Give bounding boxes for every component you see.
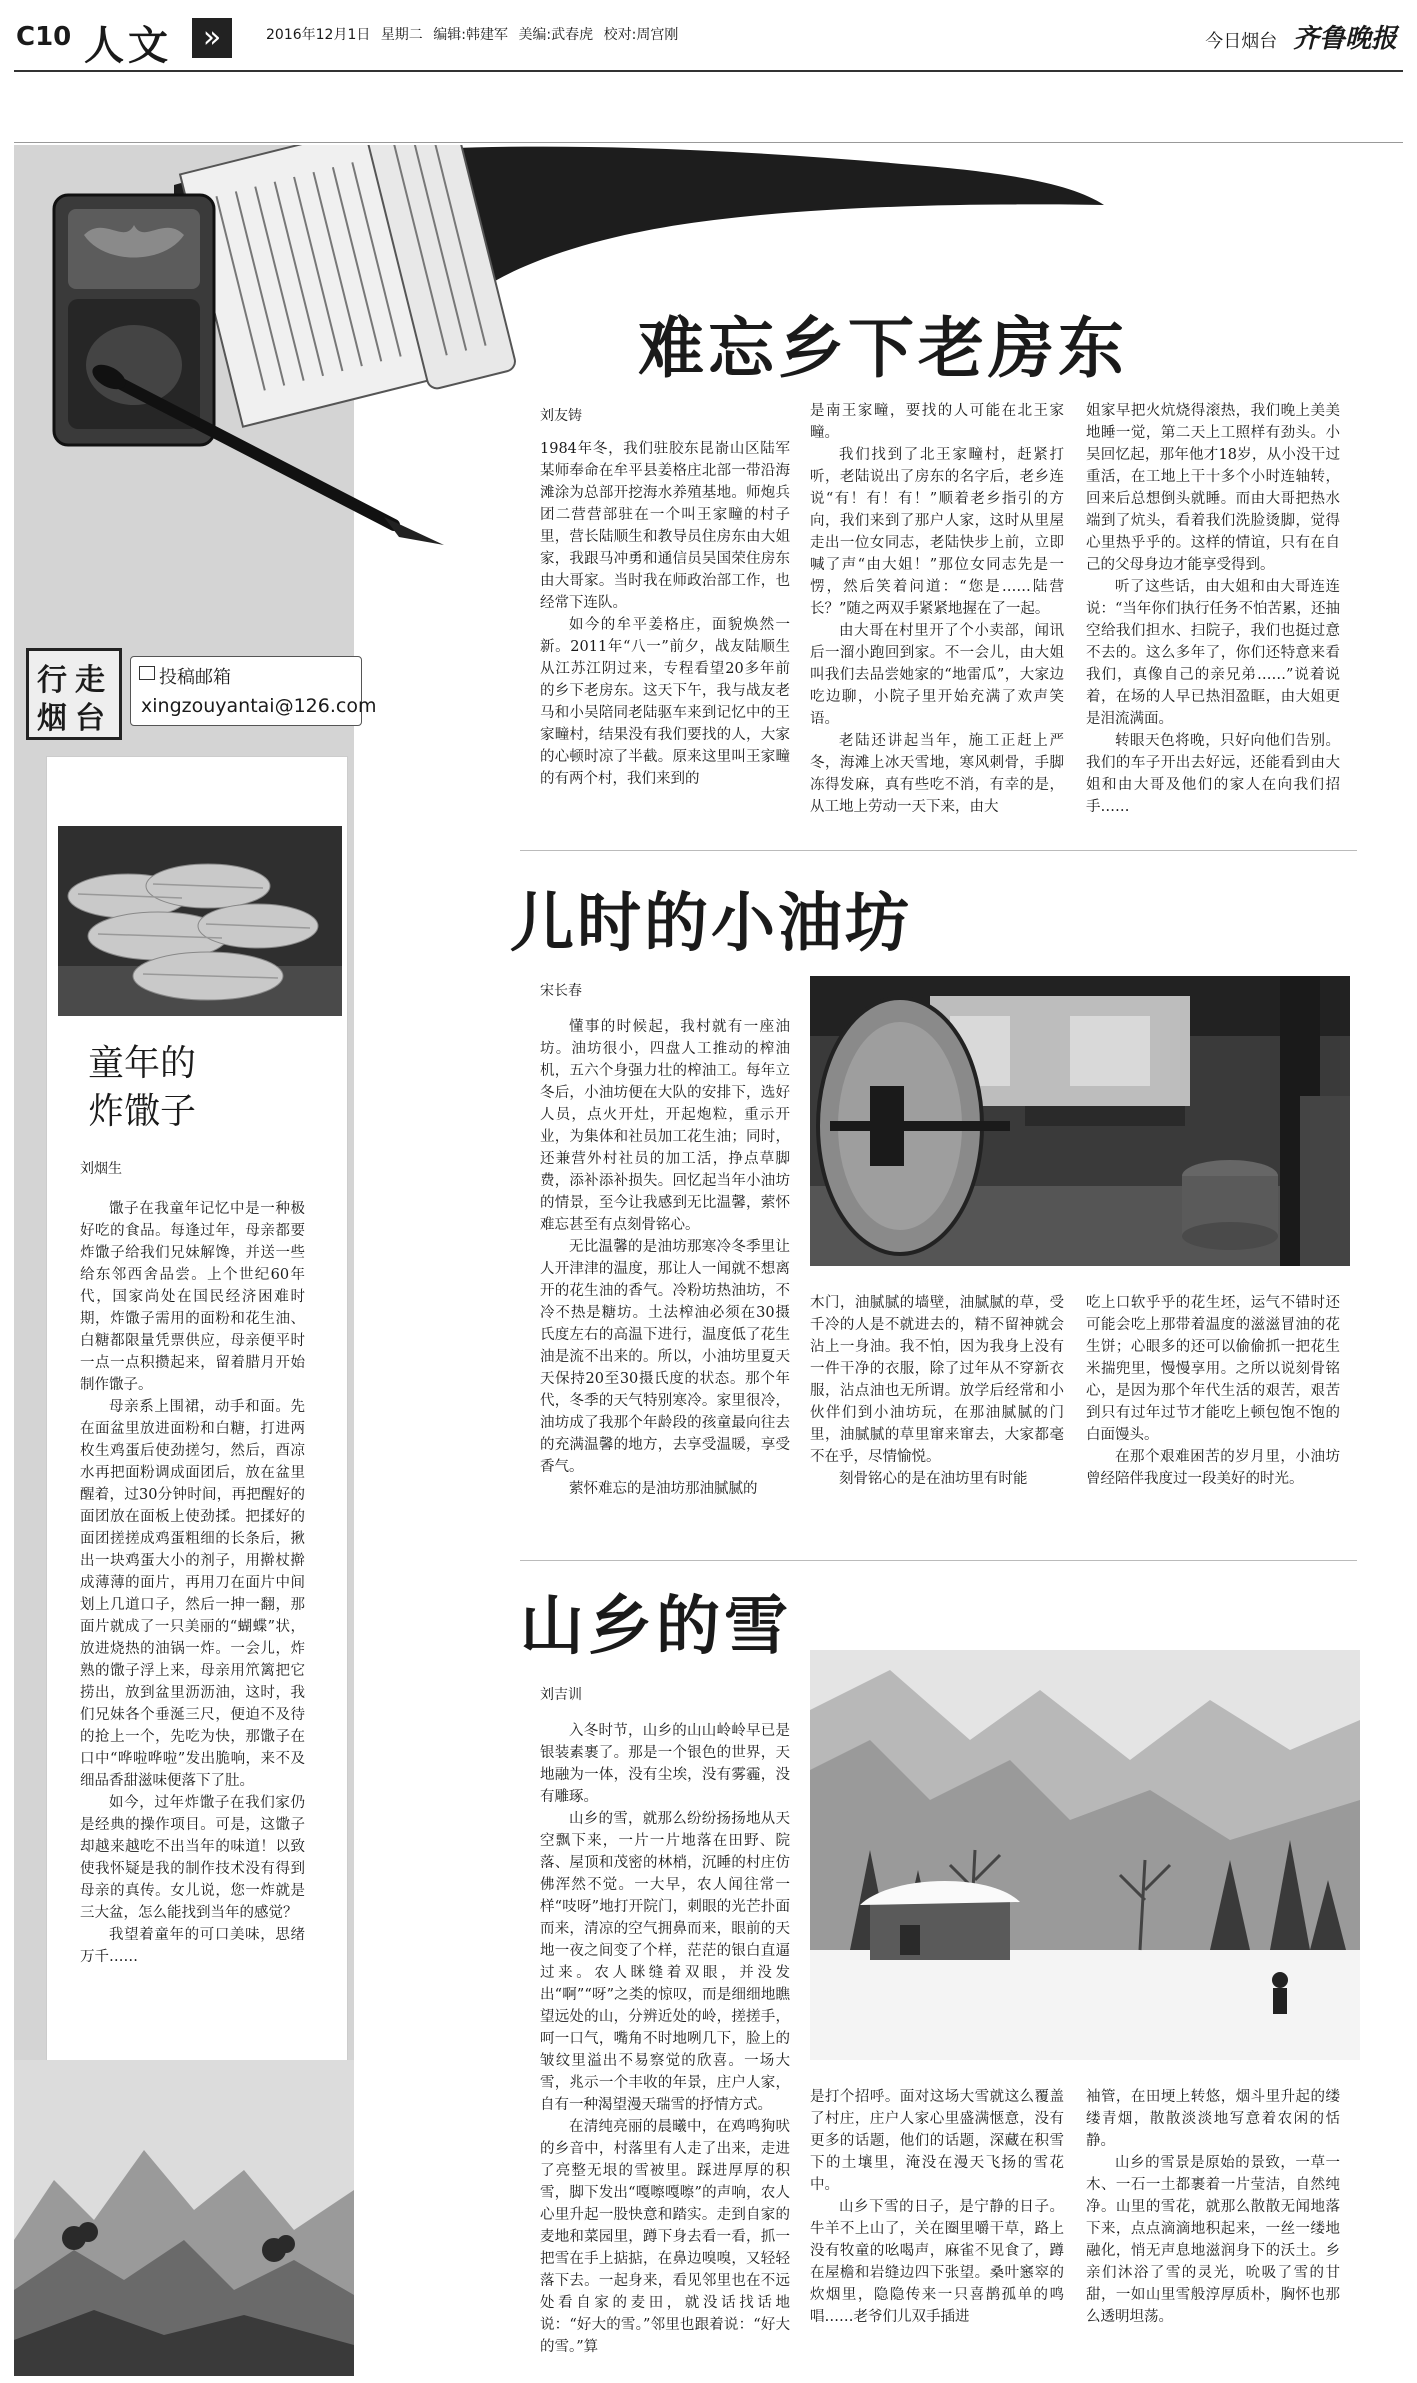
article-author: 宋长春	[540, 983, 582, 999]
article-author: 刘友铸	[540, 408, 582, 424]
paragraph: 山乡下雪的日子，是宁静的日子。牛羊不上山了，关在圈里嚼干草，路上没有牧童的吆喝声，麻雀不见食了，蹲在屋檐和岩缝边四下张望。桑叶窸窣的炊烟里，隐隐传来一只喜鹊孤单的鸣唱……老爷们儿双手插进	[810, 2199, 1064, 2325]
paragraph: 我们找到了北王家疃村，赶紧打听，老陆说出了房东的名字后，老乡连说“有！有！有！”顺着老乡指引的方向，我们来到了那户人家，这时从里屋走出一位女同志，老陆快步上前，立即喊了声“由大姐！”那位女同志先是一愣，然后笑着问道：“您是……陆营长？”随之两双手紧紧地握在了一起。	[810, 447, 1064, 617]
issue-info	[266, 24, 678, 44]
oil-mill-photo	[810, 976, 1350, 1266]
paragraph: 袖管，在田埂上转悠，烟斗里升起的缕缕青烟，散散淡淡地写意着农闲的恬静。	[1086, 2089, 1340, 2149]
article-body	[80, 1198, 305, 1968]
paragraph: 懂事的时候起，我村就有一座油坊。油坊很小，四盘人工推动的榨油机，五六个身强力壮的榨油工。每年立冬后，小油坊便在大队的安排下，选好人员，点火开灶，开起炮粒，重示开业，为集体和社员加工花生油；同时，还兼营外村社员的加工活，挣点草脚费，添补添补损失。回忆起当年小油坊的情景，至今让我感到无比温馨，萦怀难忘甚至有点刻骨铭心。	[540, 1019, 790, 1233]
badge-char: 台	[75, 701, 105, 736]
paragraph: 木门，油腻腻的墙壁，油腻腻的草，受千冷的人是不就进去的，精不留神就会沾上一身油。我不怕，因为我身上没有一件干净的衣服，除了过年从不穿新衣服，沾点油也无所谓。放学后经常和小伙伴们到小油坊玩，在那油腻腻的门里，油腻腻的草里窜来窜去，大家都毫不在乎，尽情愉悦。	[810, 1295, 1064, 1465]
snow-village-photo	[810, 1650, 1360, 2060]
paragraph: 馓子在我童年记忆中是一种极好吃的食品。每逢过年，母亲都要炸馓子给我们兄妹解馋，并送一些给东邻西舍品尝。上个世纪60年代，国家尚处在国民经济困难时期，炸馓子需用的面粉和花生油、白糖都限量凭票供应，母亲便平时一点一点积攒起来，留着腊月开始制作馓子。	[80, 1201, 305, 1393]
header-rule	[14, 70, 1403, 72]
paragraph: 是南王家疃，要找的人可能在北王家疃。	[810, 403, 1064, 441]
paragraph: 如今的牟平姜格庄，面貌焕然一新。2011年“八一”前夕，战友陆顺生从江苏江阴过来，专程看望20多年前的乡下老房东。这天下午，我与战友老马和小吴陪同老陆驱车来到记忆中的王家疃村，结果没有我们要找的人，大家的心顿时凉了半截。原来这里叫王家疃的有两个村，我们来到的	[540, 617, 790, 787]
article-column	[540, 1720, 790, 2358]
paragraph: 由大哥在村里开了个小卖部，闻讯后一溜小跑回到家。不一会儿，由大姐叫我们去品尝她家的“地雷瓜”，大家边吃边聊，小院子里开始充满了欢声笑语。	[810, 623, 1064, 727]
title-line: 炸馓子	[88, 1091, 197, 1132]
paragraph: 1984年冬，我们驻胶东昆嵛山区陆军某师奉命在牟平县姜格庄北部一带沿海滩涂为总部开挖海水养殖基地。师炮兵团二营营部驻在一个叫王家疃的村子里，营长陆顺生和教导员住房东由大姐家，我跟马冲勇和通信员吴国荣住房东由大哥家。当时我在师政治部工作，也经常下连队。	[540, 441, 790, 611]
paragraph: 在清纯亮丽的晨曦中，在鸡鸣狗吠的乡音中，村落里有人走了出来，走进了亮整无垠的雪被里。踩进厚厚的积雪，脚下发出“嘎嚓嘎嚓”的声响，农人心里升起一股快意和踏实。走到自家的麦地和菜园里，蹲下身去看一看，抓一把雪在手上掂掂，在鼻边嗅嗅，又轻轻落下去。一起身来，看见邻里也在不远处看自家的麦田，就没话找话地说：“好大的雪。”邻里也跟着说：“好大的雪。”算	[540, 2119, 790, 2355]
article-column	[810, 2086, 1064, 2328]
paragraph: 山乡的雪，就那么纷纷扬扬地从天空飘下来，一片一片地落在田野、院落、屋顶和茂密的林梢，沉睡的村庄仿佛浑然不觉。一大早，农人闻往常一样“吱呀”地打开院门，刺眼的光芒扑面而来，清凉的空气拥鼻而来，眼前的天地一夜之间变了个样，茫茫的银白直逼过来。农人眯缝着双眼，并没发出“啊”“呀”之类的惊叹，而是细细地瞧望远处的山，分辨近处的岭，搓搓手，呵一口气，嘴角不时地咧几下，脸上的皱纹里溢出不易察觉的欣喜。一场大雪，兆示一个丰收的年景，庄户人家，自有一种渴望漫天瑞雪的抒情方式。	[540, 1811, 790, 2113]
fried-dough-photo	[58, 826, 342, 1016]
badge-char: 行	[37, 663, 67, 698]
brand-logo: 齐鲁晚报	[1292, 24, 1397, 54]
paragraph: 萦怀难忘的是油坊那油腻腻的	[569, 1481, 758, 1497]
mailbox-email[interactable]: xingzouyantai@126.com	[141, 695, 377, 717]
mailbox-label: 投稿邮箱	[159, 667, 231, 688]
proofreader-credit: 校对:周宫刚	[603, 27, 679, 43]
paragraph: 刻骨铭心的是在油坊里有时能	[839, 1471, 1028, 1487]
paragraph: 我望着童年的可口美味，思绪万千……	[80, 1927, 305, 1965]
mailbox-bubble	[130, 656, 377, 726]
paragraph: 山乡的雪景是原始的景致，一草一木、一石一土都裹着一片莹洁，自然纯净。山里的雪花，就那么散散无闻地落下来，点点滴滴地积起来，一丝一缕地融化，悄无声息地滋润身下的沃土。乡亲们沐浴了雪的灵光，吮吸了雪的甘甜，一如山里雪般淳厚质朴，胸怀也那么透明坦荡。	[1086, 2155, 1340, 2325]
badge-char: 烟	[37, 701, 67, 736]
article-column	[810, 1292, 1064, 1490]
paragraph: 是打个招呼。面对这场大雪就这么覆盖了村庄，庄户人家心里盛满惬意，没有更多的话题，他们的话题，深藏在积雪下的土壤里，淹没在漫天飞扬的雪花中。	[810, 2089, 1064, 2193]
article-column	[1086, 2086, 1340, 2328]
paragraph: 无比温馨的是油坊那寒冷冬季里让人开津津的温度，那让人一闻就不想离开的花生油的香气。冷粉坊热油坊，不冷不热是糖坊。土法榨油必须在30摄氏度左右的高温下进行，温度低了花生油是流不出来的。所以，小油坊里夏天天保持20至30摄氏度的状态。那个年代，冬季的天气特别寒冷。家里很冷，油坊成了我那个年龄段的孩童最向往去的充满温馨的地方，去享受温暖，享受香气。	[540, 1239, 790, 1475]
paragraph: 转眼天色将晚，只好向他们告别。我们的车子开出去好远，还能看到由大姐和由大哥及他们的家人在向我们招手……	[1086, 733, 1340, 815]
page-number: C10	[16, 22, 72, 52]
paragraph: 入冬时节，山乡的山山岭岭早已是银装素裹了。那是一个银色的世界，天地融为一体，没有尘埃，没有雾霾，没有雕琢。	[540, 1723, 790, 1805]
paragraph: 老陆还讲起当年，施工正赶上严冬，海滩上冰天雪地，寒风刺骨，手脚冻得发麻，真有些吃不消，有幸的是，从工地上劳动一天下来，由大	[810, 733, 1064, 815]
paragraph: 听了这些话，由大姐和由大哥连连说：“当年你们执行任务不怕苦累，还抽空给我们担水、扫院子，我们也挺过意不去的。这么多年了，你们还特意来看我们，真像自己的亲兄弟……”说着说着，在场的人早已热泪盈眶，由大姐更是泪流满面。	[1086, 579, 1340, 727]
badge-char: 走	[75, 663, 105, 698]
article-title-landlord: 难忘乡下老房东	[638, 309, 1128, 387]
article-author: 刘烟生	[80, 1161, 122, 1177]
title-line: 童年的	[88, 1043, 197, 1084]
paragraph: 在那个艰难困苦的岁月里，小油坊曾经陪伴我度过一段美好的时光。	[1086, 1449, 1340, 1487]
section-title: 人文	[84, 22, 172, 69]
column-name: 今日烟台	[1205, 31, 1278, 52]
issue-date: 2016年12月1日	[266, 27, 371, 43]
column-badge	[26, 648, 122, 740]
submission-mailbox	[26, 648, 377, 736]
masthead	[1205, 18, 1397, 55]
envelope-icon	[139, 666, 155, 680]
article-column	[540, 438, 790, 790]
paragraph: 姐家早把火炕烧得滚热，我们晚上美美地睡一觉，第二天上工照样有劲头。小吴回忆起，那年他才18岁，从小没干过重活，在工地上干十多个小时连轴转，回来后总想倒头就睡。而由大哥把热水端到了炕头，看着我们洗脸烫脚，觉得心里热乎乎的。这样的情谊，只有在自己的父母身边才能享受得到。	[1086, 403, 1340, 573]
article-author: 刘吉训	[540, 1687, 582, 1703]
ink-landscape-decoration	[14, 2060, 354, 2376]
article-divider	[520, 850, 1357, 851]
header-rule-thin	[14, 142, 1403, 143]
issue-weekday: 星期二	[380, 27, 423, 43]
article-column	[1086, 400, 1340, 818]
article-title-oil-mill: 儿时的小油坊	[510, 886, 912, 961]
article-title-dumplings	[88, 1040, 328, 1136]
paragraph: 如今，过年炸馓子在我们家仍是经典的操作项目。可是，这馓子却越来越吃不出当年的味道！以致使我怀疑是我的制作技术没有得到母亲的真传。女儿说，您一炸就是三大盆，怎么能找到当年的感觉？	[80, 1795, 305, 1921]
editor-credit: 编辑:韩建军	[433, 27, 508, 43]
article-divider	[520, 1560, 1357, 1561]
art-editor-credit: 美编:武春虎	[518, 27, 594, 43]
article-title-snow: 山乡的雪	[520, 1589, 792, 1664]
article-column	[540, 1016, 790, 1500]
chevron-right-icon: »	[192, 18, 232, 58]
article-column	[810, 400, 1064, 818]
paragraph: 吃上口软乎乎的花生坯，运气不错时还可能会吃上那带着温度的滋滋冒油的花生饼；心眼多的还可以偷偷抓一把花生米揣兜里，慢慢享用。之所以说刻骨铭心，是因为那个年代生活的艰苦，艰苦到只有过年过节才能吃上顿包饱不饱的白面馒头。	[1086, 1295, 1340, 1443]
article-column	[1086, 1292, 1340, 1490]
paragraph: 母亲系上围裙，动手和面。先在面盆里放进面粉和白糖，打进两枚生鸡蛋后使劲搓匀，然后，酉凉水再把面粉调成面团后，放在盆里醒着，过30分钟时间，再把醒好的面团放在面板上使劲揉。把揉好的面团搓搓成鸡蛋粗细的长条后，揪出一块鸡蛋大小的剂子，用擀杖擀成薄薄的面片，再用刀在面片中间划上几道口子，然后一抻一翻，那面片就成了一只美丽的“蝴蝶”状，放进烧热的油锅一炸。一会儿，炸熟的馓子浮上来，母亲用笊篱把它捞出，放到盆里沥沥油，这时，我们兄妹各个垂涎三尺，便迫不及待的抢上一个，先吃为快，那馓子在口中“哗啦哗啦”发出脆响，来不及细品香甜滋味便落下了肚。	[80, 1399, 305, 1789]
